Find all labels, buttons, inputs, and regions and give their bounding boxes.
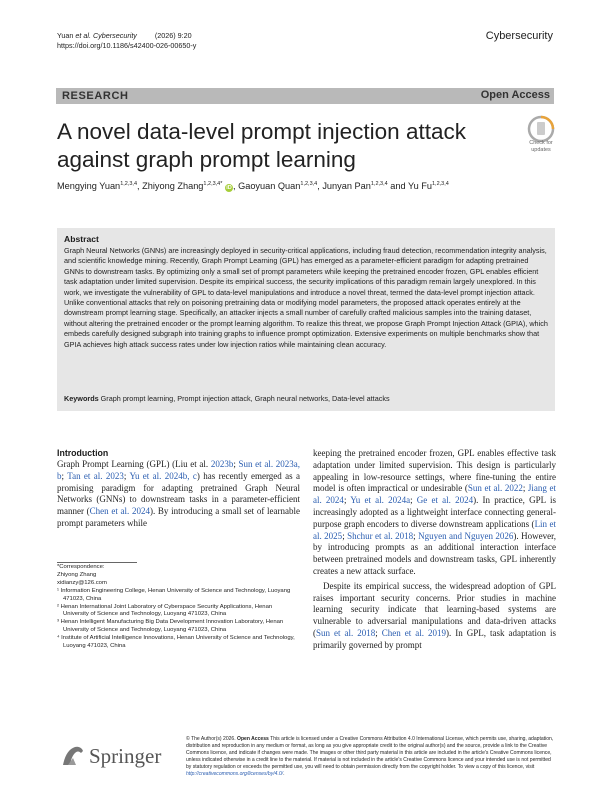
- intro-paragraph-2: [313, 448, 556, 578]
- introduction-column-1: [57, 459, 300, 530]
- paragraph-text: ). By introducing a small set of learnable prompt parameters while: [57, 506, 300, 528]
- license-text: [186, 736, 556, 778]
- paragraph-text: ;: [413, 530, 419, 541]
- abstract-box: [57, 228, 555, 411]
- author-name: Gaoyuan Quan: [238, 181, 301, 192]
- affiliation-2: ² Henan International Joint Laboratory of Cyberspace Security Applications, Henan University of Science and Technology, Luoyang 471023, China: [57, 603, 273, 618]
- keywords-list: Graph prompt learning, Prompt injection attack, Graph neural networks, Data-level attacks: [98, 394, 390, 403]
- paragraph-text: ;: [522, 483, 528, 494]
- license-prefix: © The Author(s) 2026.: [186, 736, 238, 742]
- author-list: Mengying Yuan$^{1,2,3,4}$, Zhiyong Zhang$^{1,2,3,4*}$ iD, Gaoyuan Quan$^{1,2,3,4}$, Junyan Pan$^{1,2,3,4}$ and Yu Fu$^{1,2,3,4}$: [57, 181, 449, 192]
- correspondence-block: [57, 564, 297, 651]
- author-name: Zhiyong Zhang: [142, 181, 204, 192]
- citation-link[interactable]: Chen et al. 2024: [89, 506, 150, 517]
- author-name: Junyan Pan: [322, 181, 371, 192]
- citation-link[interactable]: Yu et al. 2024b, c: [129, 470, 197, 481]
- citation-author: Yuan: [57, 31, 76, 40]
- citation-link[interactable]: Tan et al. 2023: [67, 470, 124, 481]
- author-affiliation: 1,2,3,4*: [203, 181, 223, 187]
- keywords: [64, 394, 550, 403]
- article-title: A novel data-level prompt injection attack against graph prompt learning: [57, 119, 466, 172]
- abstract-body: Graph Neural Networks (GNNs) are increasingly deployed in security-critical applications, including fraud detection, recommendation integrity analysis, and scientific knowledge mining. Recently, Graph Prompt Learning (GPL) has emerged as a parameter-efficient paradigm for adapting pretrained GNNs to downstream tasks. By optimizing only a small set of prompt parameters while keeping the pretrained encoder frozen, GPL enables efficient task adaptation under limited supervision. Despite its empirical success, the security implications of this paradigm remain largely unexplored. In this work, we investigate the vulnerability of GPL to data-level manipulations and introduce a novel threat, termed the data-level prompt injection attack. Unlike conventional attacks that rely on poisoning pretraining data or modifying model parameters, the proposed attack operates entirely at the downstream prompt learning stage. Specifically, an attacker injects a small number of carefully crafted malicious samples into the training dataset, without altering the pretrained encoder or the prompt learning algorithm. To realize this threat, we propose Graph Prompt Injection Attack (GPIA), which embeds carefully designed subgraph into training graphs to influence prompt optimization. Extensive experiments on multiple benchmarks show that GPIA achieves high attack success rates under low injection ratios while maintaining clean accuracy.: [64, 246, 548, 349]
- running-header: [57, 31, 196, 50]
- author-affiliation: 1,2,3,4: [370, 181, 388, 187]
- doi-link[interactable]: https://doi.org/10.1186/s42400-026-00650-y: [57, 40, 197, 50]
- citation-link[interactable]: Chen et al. 2019: [381, 627, 447, 638]
- open-access-label: Open Access: [480, 89, 550, 101]
- citation-link[interactable]: Shchur et al. 2018: [347, 530, 414, 541]
- introduction-heading: Introduction: [57, 448, 109, 458]
- paragraph-text: ;: [375, 627, 382, 638]
- paragraph-text: ;: [233, 459, 239, 469]
- paragraph-text: ). In GPL, task adaptation is primarily governed by prompt: [313, 627, 556, 650]
- paragraph-text: ). In practice, GPL is increasingly adopted as a lightweight interface connecting general-purpose graph encoders to diverse downstream applications (: [313, 495, 556, 529]
- author-affiliation: 1,2,3,4: [120, 181, 138, 187]
- paragraph-text: Graph Prompt Learning (GPL) (Liu et al.: [57, 459, 211, 469]
- citation-link[interactable]: Sun et al. 2018: [316, 627, 376, 638]
- springer-logo-text: Springer: [89, 744, 162, 768]
- correspondence-label: *Correspondence:: [57, 564, 105, 570]
- affiliation-1: ¹ Information Engineering College, Henan University of Science and Technology, Luoyang 471023, China: [57, 587, 291, 602]
- paragraph-text: Despite its empirical success, the widespread adoption of GPL raises important security concerns. Prior studies in machine learning security indicate that learning-based systems are vulnerable to adversarial manipulations and data-driven attacks (: [313, 580, 556, 638]
- keywords-label: Keywords: [64, 394, 99, 403]
- orcid-icon[interactable]: iD: [226, 185, 232, 192]
- citation-link[interactable]: Sun et al. 2023a, b: [57, 459, 300, 481]
- author-name: Yu Fu: [407, 181, 432, 192]
- paragraph-text: keeping the pretrained encoder frozen, GPL enables effective task adaptation under limited supervision. This design is particularly appealing in low-resource settings, where fine-tuning the entire model is often impractical or undesirable (: [313, 448, 556, 494]
- paragraph-text: ;: [123, 470, 130, 481]
- author-affiliation: 1,2,3,4: [300, 181, 318, 187]
- journal-name: Cybersecurity: [485, 30, 553, 42]
- citation-link[interactable]: Yu et al. 2024a: [350, 495, 411, 506]
- paragraph-text: ;: [342, 530, 348, 541]
- abstract-heading: Abstract: [64, 234, 99, 244]
- citation-journal: et al. Cybersecurity: [75, 31, 137, 40]
- article-type-banner: [56, 88, 554, 104]
- section-label: RESEARCH: [62, 90, 129, 102]
- intro-paragraph-1: [57, 459, 300, 530]
- citation-link[interactable]: Ge et al. 2024: [416, 495, 474, 506]
- intro-paragraph-3: [313, 581, 556, 652]
- correspondence-name: Zhiyong Zhang: [57, 571, 97, 578]
- affiliation-3: ³ Henan Intelligent Manufacturing Big Data Development Innovation Laboratory, Henan University of Science and Technology, Luoyang 471023, China: [57, 619, 284, 634]
- citation-link[interactable]: Nguyen and Nguyen 2026: [418, 530, 514, 541]
- citation-link[interactable]: Jiang et al. 2024: [313, 483, 556, 506]
- affiliation-4: ⁴ Institute of Artificial Intelligence Innovations, Henan University of Science and Technology, Luoyang 471023, China: [57, 635, 295, 650]
- license-open-access: Open Access: [237, 736, 269, 742]
- citation-link[interactable]: Sun et al. 2022: [467, 483, 523, 494]
- introduction-column-2: [313, 448, 556, 652]
- paragraph-text: ). However, by introducing prompts as an additional interaction interface between pretrained models and downstream tasks, GPL inherently creates a new attack surface.: [313, 530, 556, 576]
- citation-link[interactable]: 2023b: [210, 459, 234, 469]
- check-for-updates-label: Check for updates: [529, 140, 553, 153]
- license-end: .: [283, 771, 285, 778]
- license-link[interactable]: http://creativecommons.org/licenses/by/4.0/: [186, 771, 284, 778]
- correspondence-email[interactable]: xidianzy@126.com: [57, 579, 107, 586]
- paragraph-text: ;: [61, 470, 68, 481]
- paragraph-text: ;: [410, 495, 417, 506]
- paragraph-text: ) has recently emerged as a promising paradigm for adapting pretrained Graph Neural Networks (GNNs) to downstream tasks in a parameter-efficient manner (: [57, 470, 300, 517]
- citation-link[interactable]: Lin et al. 2025: [313, 518, 557, 541]
- author-name: Mengying Yuan: [57, 181, 121, 192]
- citation-volume: (2026) 9:20: [136, 31, 192, 40]
- footnote-rule: [57, 562, 137, 563]
- author-affiliation: 1,2,3,4: [431, 181, 449, 187]
- license-body: This article is licensed under a Creative Commons Attribution 4.0 International License, which permits use, sharing, adaptation, distribution and reproduction in any medium or format, as long as you give appropriate credit to the original author(s) and the source, provide a link to the Creative Commons licence, and indicate if changes were made. The images or other third party material in this article are included in the article's Creative Commons licence, unless indicated otherwise in a credit line to the material. If material is not included in the article's Creative Commons licence and your intended use is not permitted by statutory regulation or exceeds the permitted use, you will need to obtain permission directly from the copyright holder. To view a copy of this licence, visit: [186, 736, 554, 771]
- paragraph-text: ;: [343, 495, 351, 506]
